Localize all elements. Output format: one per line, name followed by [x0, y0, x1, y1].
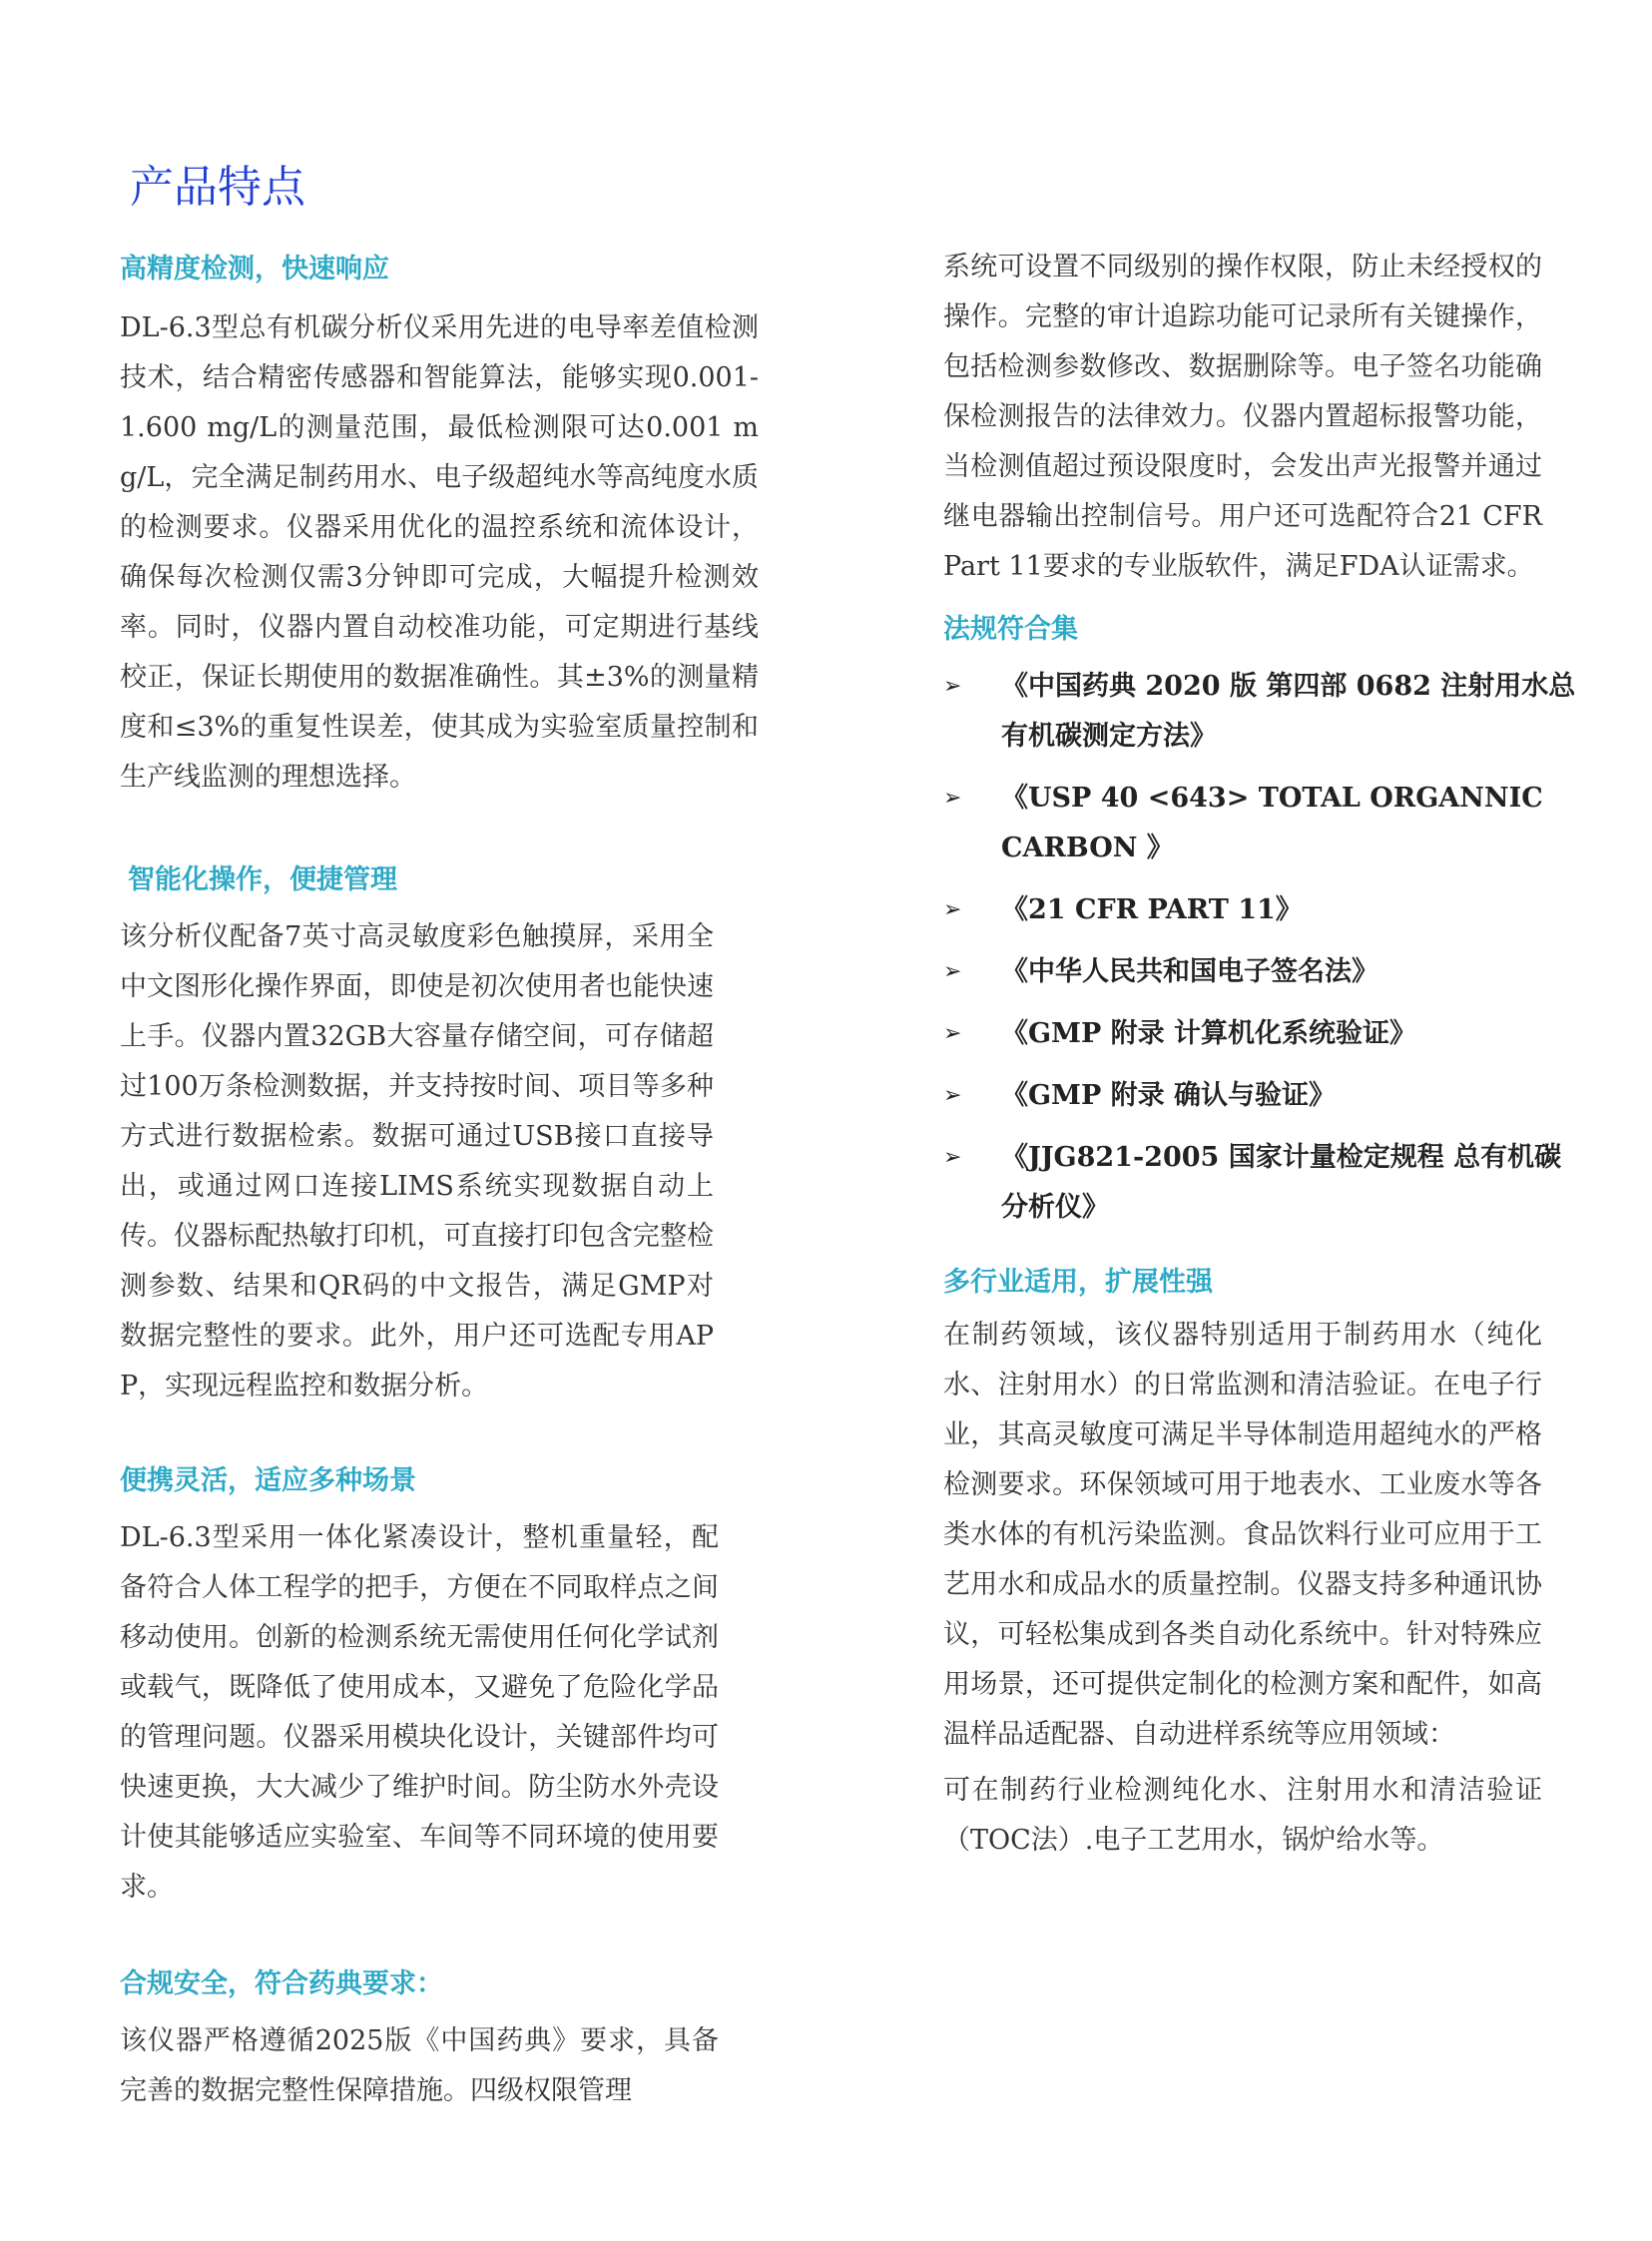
regulation-item	[943, 885, 1582, 935]
section-high-precision	[120, 250, 759, 803]
regulation-text: 《USP 40 <643> TOTAL ORGANNIC CARBON 》	[1001, 783, 1543, 863]
section-paragraph: 在制药领域，该仪器特别适用于制药用水（纯化水、注射用水）的日常监测和清洁验证。在电子行业，其高灵敏度可满足半导体制造用超纯水的严格检测要求。环保领域可用于地表水、工业废水等各类水体的有机污染监测。食品饮料行业可应用于工艺用水和成品水的质量控制。仪器支持多种通讯协议，可轻松集成到各类自动化系统中。针对特殊应用场景，还可提供定制化的检测方案和配件，如高温样品适配器、自动进样系统等应用领域：	[943, 1320, 1542, 1750]
left-column	[120, 250, 759, 2116]
regulation-text: 《中国药典 2020 版 第四部 0682 注射用水总有机碳测定方法》	[1001, 671, 1576, 752]
section-heading: 合规安全，符合药典要求：	[120, 1968, 443, 1999]
section-heading: 高精度检测，快速响应	[120, 254, 389, 284]
arrowhead-bullet-icon: ➢	[943, 674, 962, 699]
page-title: 产品特点	[130, 162, 305, 213]
arrowhead-bullet-icon: ➢	[943, 786, 962, 811]
regulation-item	[943, 662, 1582, 762]
section-regulations	[943, 610, 1582, 1233]
regulation-text: 《GMP 附录 确认与验证》	[1001, 1080, 1337, 1111]
regulation-text: 《中华人民共和国电子签名法》	[1001, 956, 1378, 987]
section-heading: 法规符合集	[943, 614, 1078, 645]
section-heading: 多行业适用，扩展性强	[943, 1267, 1213, 1298]
regulation-text: 《21 CFR PART 11》	[1001, 894, 1303, 925]
section-paragraph: 该仪器严格遵循2025版《中国药典》要求，具备完善的数据完整性保障措施。四级权限管理	[120, 2025, 719, 2106]
regulation-text: 《JJG821-2005 国家计量检定规程 总有机碳分析仪》	[1001, 1142, 1562, 1223]
section-compliance	[120, 1964, 759, 2116]
section-heading: 便携灵活，适应多种场景	[120, 1465, 416, 1496]
regulation-item	[943, 1009, 1582, 1059]
section-portable	[120, 1461, 759, 1913]
arrowhead-bullet-icon: ➢	[943, 959, 962, 984]
section-smart-operation	[120, 860, 759, 1411]
section-paragraph: 该分析仪配备7英寸高灵敏度彩色触摸屏，采用全中文图形化操作界面，即使是初次使用者也能快速上手。仪器内置32GB大容量存储空间，可存储超过100万条检测数据，并支持按时间、项目等多种方式进行数据检索。数据可通过USB接口直接导出，或通过网口连接LIMS系统实现数据自动上传。仪器标配热敏打印机，可直接打印包含完整检测参数、结果和QR码的中文报告，满足GMP对数据完整性的要求。此外，用户还可选配专用APP，实现远程监控和数据分析。	[120, 921, 714, 1401]
regulation-item	[943, 1133, 1582, 1233]
regulation-text: 《GMP 附录 计算机化系统验证》	[1001, 1018, 1417, 1049]
section-paragraph: DL-6.3型总有机碳分析仪采用先进的电导率差值检测技术，结合精密传感器和智能算法，能够实现0.001-1.600 mg/L的测量范围，最低检测限可达0.001 mg/L，完全满足制药用水、电子级超纯水等高纯度水质的检测要求。仪器采用优化的温控系统和流体设计，确保每次检测仅需3分钟即可完成，大幅提升检测效率。同时，仪器内置自动校准功能，可定期进行基线校正，保证长期使用的数据准确性。其±3%的测量精度和≤3%的重复性误差，使其成为实验室质量控制和生产线监测的理想选择。	[120, 312, 759, 793]
section-industries	[943, 1263, 1582, 1866]
section-heading: 智能化操作，便捷管理	[128, 864, 397, 895]
regulation-item	[943, 1071, 1582, 1121]
regulation-list	[943, 662, 1582, 1233]
compliance-continuation-paragraph: 系统可设置不同级别的操作权限，防止未经授权的操作。完整的审计追踪功能可记录所有关键操作，包括检测参数修改、数据删除等。电子签名功能确保检测报告的法律效力。仪器内置超标报警功能，当检测值超过预设限度时，会发出声光报警并通过继电器输出控制信号。用户还可选配符合21 CFR Part 11要求的专业版软件，满足FDA认证需求。	[943, 252, 1542, 582]
arrowhead-bullet-icon: ➢	[943, 1083, 962, 1108]
arrowhead-bullet-icon: ➢	[943, 1021, 962, 1046]
regulation-item	[943, 774, 1582, 873]
right-column	[943, 243, 1582, 1866]
arrowhead-bullet-icon: ➢	[943, 897, 962, 922]
section-paragraph: 可在制药行业检测纯化水、注射用水和清洁验证（TOC法）.电子工艺用水，锅炉给水等。	[943, 1775, 1542, 1856]
section-paragraph: DL-6.3型采用一体化紧凑设计，整机重量轻，配备符合人体工程学的把手，方便在不同取样点之间移动使用。创新的检测系统无需使用任何化学试剂或载气，既降低了使用成本，又避免了危险化学品的管理问题。仪器采用模块化设计，关键部件均可快速更换，大大减少了维护时间。防尘防水外壳设计使其能够适应实验室、车间等不同环境的使用要求。	[120, 1522, 719, 1903]
regulation-item	[943, 947, 1582, 997]
arrowhead-bullet-icon: ➢	[943, 1145, 962, 1170]
